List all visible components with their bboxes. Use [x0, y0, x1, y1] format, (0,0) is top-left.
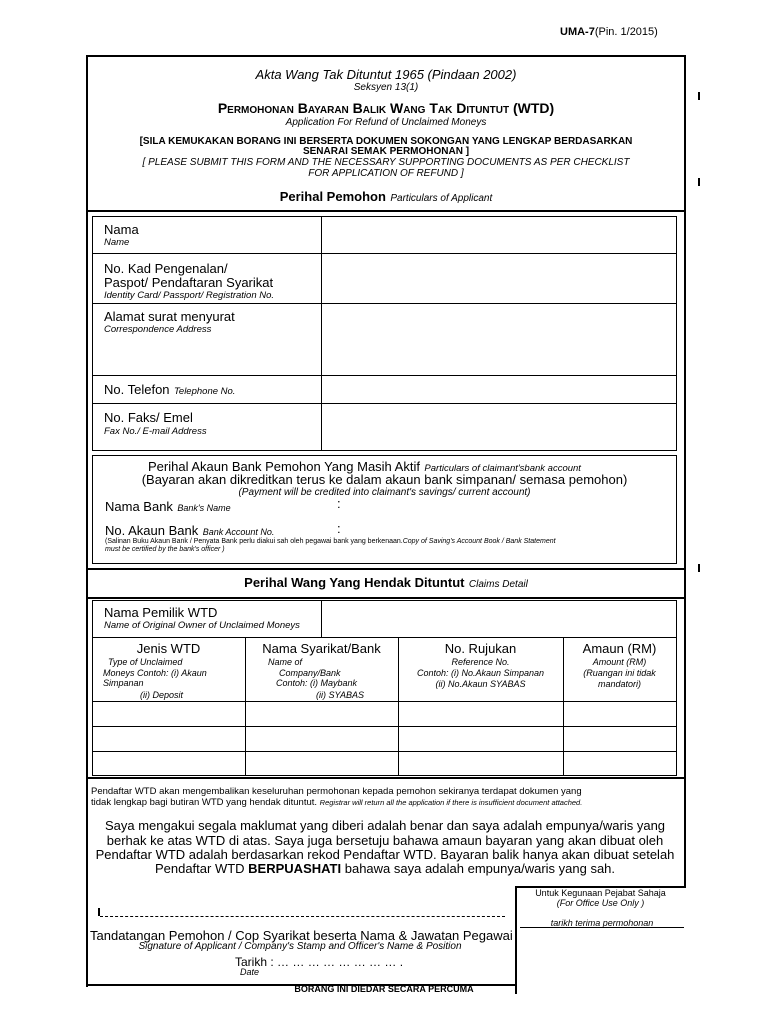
- col-divider: [245, 637, 246, 775]
- col-ref-l2: Contoh: (i) No.Akaun Simpanan: [416, 668, 545, 678]
- address-label: Alamat surat menyurat: [104, 309, 235, 324]
- applicant-row-line: [92, 216, 677, 217]
- applicant-heading: [86, 188, 686, 206]
- bank-note-en: (Payment will be credited into claimant's savings/ current account): [238, 487, 531, 498]
- claims-row-line: [92, 775, 677, 776]
- office-received-line: [520, 927, 684, 928]
- office-title: Untuk Kegunaan Pejabat Sahaja: [535, 888, 666, 898]
- claim-cell-amount[interactable]: [565, 728, 675, 750]
- declaration-line2: berhak ke atas WTD di atas. Saya juga bersetuju bahawa amaun bayaran yang akan dibuat oleh: [106, 833, 664, 848]
- account-label: No. Akaun Bank: [105, 523, 199, 538]
- col-type-l3: Simpanan: [103, 678, 144, 688]
- applicant-row-line: [92, 403, 677, 404]
- notice-line2-en: Registrar will return all the application if there is insufficient document attached.: [319, 798, 583, 807]
- claim-cell-ref[interactable]: [400, 703, 562, 725]
- owner-field[interactable]: [330, 605, 670, 633]
- applicant-mid-divider: [321, 216, 322, 450]
- date-label-en: Date: [240, 967, 260, 977]
- claim-cell-company[interactable]: [247, 753, 397, 774]
- claim-cell-amount[interactable]: [565, 703, 675, 725]
- declaration-line4a: Pendaftar WTD: [154, 861, 245, 876]
- claim-cell-amount[interactable]: [565, 753, 675, 774]
- fax-email-field[interactable]: [330, 410, 670, 444]
- section-divider: [86, 568, 686, 570]
- col-type-l2: Moneys Contoh: (i) Akaun: [103, 668, 207, 678]
- claims-heading-ms: Perihal Wang Yang Hendak Dituntut: [244, 575, 465, 590]
- name-field[interactable]: [330, 222, 670, 248]
- col-company-l2: Company/Bank: [279, 668, 341, 678]
- margin-tick: [698, 92, 700, 100]
- name-label: Nama: [104, 222, 139, 237]
- bank-name-label: Nama Bank: [105, 499, 173, 514]
- act-title: Akta Wang Tak Dituntut 1965 (Pindaan 2002): [255, 67, 517, 82]
- id-label-en: Identity Card/ Passport/ Registration No.: [104, 290, 275, 301]
- col-type-l1: Type of Unclaimed: [108, 657, 183, 667]
- claims-row-line: [92, 600, 677, 601]
- address-field[interactable]: [330, 310, 670, 370]
- instruction-ms-line2: SENARAI SEMAK PERMOHONAN ]: [302, 146, 470, 157]
- applicant-inner-left: [92, 216, 93, 450]
- address-label-en: Correspondence Address: [104, 324, 212, 335]
- claims-row-line: [92, 726, 677, 727]
- claim-cell-ref[interactable]: [400, 753, 562, 774]
- header-bottom-border: [86, 210, 686, 212]
- col-amount-l1: Amount (RM): [592, 657, 647, 667]
- name-label-en: Name: [104, 237, 130, 248]
- account-label-en: Bank Account No.: [202, 527, 275, 537]
- bank-heading-en: Particulars of claimant'sbank account: [424, 463, 581, 474]
- owner-label-en: Name of Original Owner of Unclaimed Moneys: [104, 620, 300, 631]
- claims-bottom-border: [86, 777, 686, 779]
- col-ref-title: No. Rujukan: [444, 641, 517, 656]
- claim-cell-type[interactable]: [94, 753, 244, 774]
- col-amount-l2: (Ruangan ini tidak: [583, 668, 656, 678]
- applicant-heading-ms: Perihal Pemohon: [279, 189, 386, 204]
- act-section: Seksyen 13(1): [353, 82, 419, 93]
- applicant-row-line: [92, 450, 677, 451]
- lower-right-border: [684, 777, 686, 887]
- margin-tick: [698, 564, 700, 572]
- claims-heading-bottom: [86, 597, 686, 599]
- applicant-row-line: [92, 253, 677, 254]
- bank-name-label-en: Bank's Name: [177, 503, 231, 513]
- form-code: [560, 26, 658, 38]
- office-title-en: (For Office Use Only ): [556, 898, 645, 908]
- applicant-heading-en: Particulars of Applicant: [390, 193, 493, 204]
- declaration-line4c: bahawa saya adalah empunya/waris yang sah.: [344, 861, 616, 876]
- instruction-ms-line1: [SILA KEMUKAKAN BORANG INI BERSERTA DOKUMEN SOKONGAN YANG LENGKAP BERDASARKAN: [139, 136, 633, 147]
- declaration-line3: Pendaftar WTD adalah berdasarkan rekod Pendaftar WTD. Bayaran balik hanya akan dibuat setelah: [95, 847, 675, 862]
- office-received-label: tarikh terima permohonan: [550, 918, 654, 928]
- claims-heading: [86, 574, 686, 592]
- bank-footnote-ms: (Salinan Buku Akaun Bank / Penyata Bank perlu diakui sah oleh pegawai bank yang berkenaan.: [105, 538, 403, 545]
- instruction-en-line1: [ PLEASE SUBMIT THIS FORM AND THE NECESSARY SUPPORTING DOCUMENTS AS PER CHECKLIST: [142, 157, 630, 168]
- col-ref-l3: (ii) No.Akaun SYABAS: [435, 679, 526, 689]
- applicant-left-border: [86, 210, 88, 568]
- margin-tick: [698, 178, 700, 186]
- declaration-emphasis: BERPUASHATI: [248, 861, 342, 876]
- bank-name-field[interactable]: [350, 497, 670, 513]
- col-company-l4: (ii) SYABAS: [316, 690, 365, 700]
- phone-label-en: Telephone No.: [173, 386, 236, 397]
- claims-row-line: [92, 637, 677, 638]
- date-label: Tarikh: [235, 955, 268, 969]
- instruction-en-line2: FOR APPLICATION OF REFUND ]: [308, 168, 464, 179]
- form-code-pin: (Pin. 1/2015): [594, 26, 658, 38]
- notice-line1: Pendaftar WTD akan mengembalikan keseluruhan permohonan kepada pemohon sekiranya terdapat dokumen yang: [91, 786, 582, 797]
- applicant-row-line: [92, 303, 677, 304]
- bank-name-label-group: [105, 498, 231, 516]
- footer-text: BORANG INI DIEDAR SECARA PERCUMA: [294, 984, 474, 994]
- claim-cell-ref[interactable]: [400, 728, 562, 750]
- phone-label: No. Telefon: [104, 382, 170, 397]
- claims-heading-en: Claims Detail: [468, 579, 528, 590]
- claim-cell-company[interactable]: [247, 728, 397, 750]
- signature-label-en: Signature of Applicant / Company's Stamp and Officer's Name & Position: [138, 941, 462, 952]
- owner-divider: [321, 600, 322, 637]
- date-field[interactable]: : … … … … … … … … .: [270, 955, 404, 969]
- col-type-l4: (ii) Deposit: [140, 690, 184, 700]
- applicant-row-line: [92, 375, 677, 376]
- claim-cell-type[interactable]: [94, 703, 244, 725]
- claims-inner-left: [92, 600, 93, 775]
- col-amount-l3: mandatori): [597, 679, 642, 689]
- claim-cell-company[interactable]: [247, 703, 397, 725]
- bank-footnote: [105, 538, 675, 545]
- fax-email-label-en: Fax No./ E-mail Address: [104, 426, 207, 437]
- declaration-line1: Saya mengakui segala maklumat yang diberi adalah benar dan saya adalah empunya/waris yang: [104, 818, 666, 833]
- form-code-id: UMA-7: [560, 26, 595, 38]
- claim-cell-type[interactable]: [94, 728, 244, 750]
- col-company-title: Nama Syarikat/Bank: [262, 641, 381, 656]
- declaration-line4: [86, 861, 684, 876]
- form-title: Permohonan Bayaran Balik Wang Tak Dituntut (WTD): [217, 100, 555, 116]
- bank-heading-ms: Perihal Akaun Bank Pemohon Yang Masih Aktif: [148, 459, 420, 474]
- applicant-inner-right: [676, 216, 677, 450]
- bank-footnote-en-line2: must be certified by the bank's officer ): [105, 546, 225, 553]
- lower-left-border: [86, 777, 88, 987]
- header-top-border: [86, 55, 686, 57]
- account-field[interactable]: [350, 521, 670, 537]
- id-label: No. Kad Pengenalan/: [104, 261, 228, 276]
- bank-footnote-en: Copy of Saving's Account Book / Bank Statement: [402, 538, 556, 545]
- claims-outer-right: [684, 597, 686, 777]
- applicant-right-border: [684, 210, 686, 568]
- claims-row-line: [92, 751, 677, 752]
- phone-field[interactable]: [330, 380, 670, 400]
- col-amount-title: Amaun (RM): [582, 641, 657, 656]
- id-field[interactable]: [330, 260, 670, 298]
- signature-label: Tandatangan Pemohon / Cop Syarikat beserta Nama & Jawatan Pegawai: [90, 928, 513, 943]
- bank-top-line: [92, 455, 677, 456]
- claims-row-line: [92, 701, 677, 702]
- phone-label-group: [104, 381, 235, 399]
- bank-note: (Bayaran akan dikreditkan terus ke dalam akaun bank simpanan/ semasa pemohon): [141, 472, 628, 487]
- bank-bottom-line: [92, 563, 677, 564]
- id-label-line2: Paspot/ Pendaftaran Syarikat: [104, 275, 274, 290]
- owner-label: Nama Pemilik WTD: [104, 605, 218, 620]
- col-company-l1: Name of: [268, 657, 303, 667]
- claims-inner-right: [676, 600, 677, 775]
- account-colon: :: [337, 521, 341, 536]
- notice-line2: tidak lengkap bagi butiran WTD yang hendak dituntut.: [91, 797, 318, 808]
- margin-tick: [98, 908, 100, 916]
- col-ref-l1: Reference No.: [451, 657, 510, 667]
- form-title-en: Application For Refund of Unclaimed Moneys: [285, 117, 487, 128]
- bank-name-colon: :: [337, 496, 341, 511]
- claims-outer-left: [86, 597, 88, 777]
- fax-email-label: No. Faks/ Emel: [104, 410, 193, 425]
- col-type-title: Jenis WTD: [136, 641, 201, 656]
- col-company-l3: Contoh: (i) Maybank: [276, 678, 358, 688]
- date-group: [235, 955, 403, 969]
- notice-line2-group: [91, 797, 582, 808]
- signature-line[interactable]: [100, 916, 505, 917]
